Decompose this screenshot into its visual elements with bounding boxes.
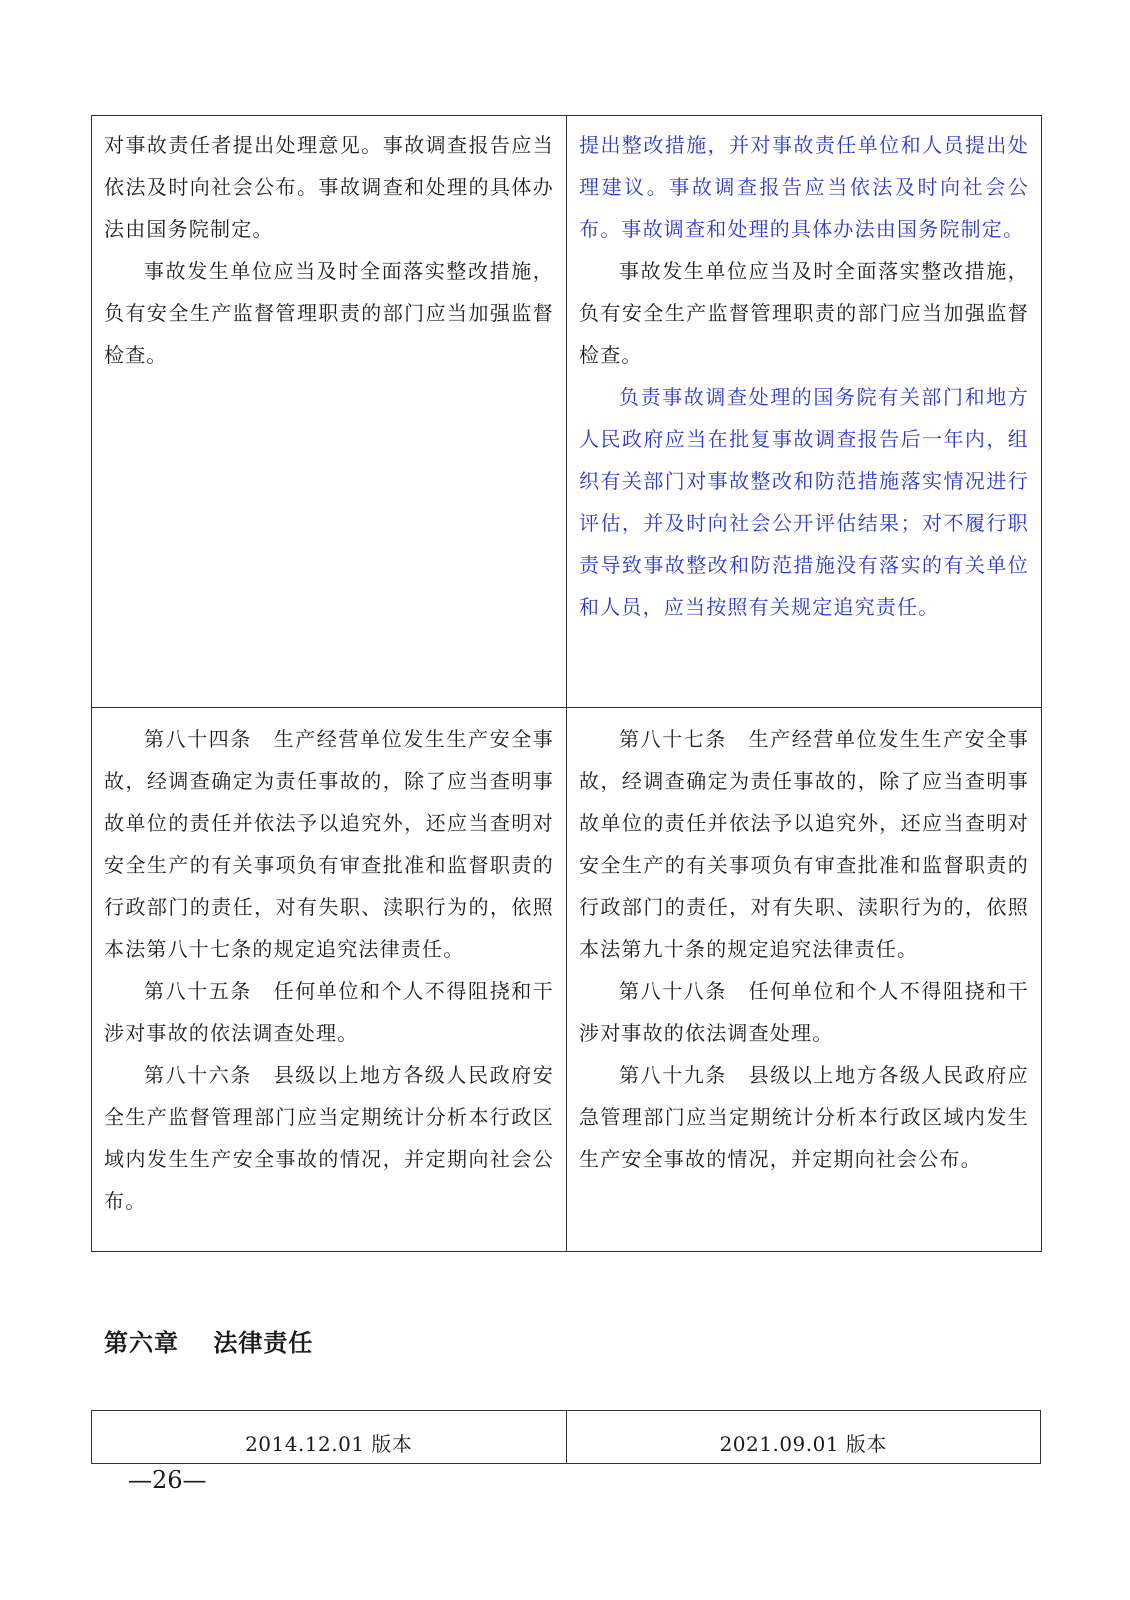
version-header-row bbox=[92, 1411, 1041, 1464]
comparison-row bbox=[92, 708, 1042, 1252]
old-version-cell bbox=[92, 708, 567, 1252]
new-version-cell bbox=[567, 116, 1042, 708]
new-article-89: 第八十九条 县级以上地方各级人民政府应急管理部门应当定期统计分析本行政区域内发生生产安全事故的情况，并定期向社会公布。 bbox=[579, 1063, 1029, 1171]
new-article-88: 第八十八条 任何单位和个人不得阻挠和干涉对事故的依法调查处理。 bbox=[579, 979, 1029, 1045]
old-article-84: 第八十四条 生产经营单位发生生产安全事故，经调查确定为责任事故的，除了应当查明事故单位的责任并依法予以追究外，还应当查明对安全生产的有关事项负有审查批准和监督职责的行政部门的责任，对有失职、渎职行为的，依照本法第八十七条的规定追究法律责任。 bbox=[104, 727, 554, 961]
comparison-row bbox=[92, 116, 1042, 708]
comparison-table bbox=[91, 115, 1042, 1252]
new-version-label: 2021.09.01 版本 bbox=[719, 1432, 887, 1456]
new-paragraph-changed: 提出整改措施，并对事故责任单位和人员提出处理建议。事故调查报告应当依法及时向社会公布。事故调查和处理的具体办法由国务院制定。 bbox=[579, 133, 1029, 241]
version-header-table bbox=[91, 1410, 1041, 1464]
old-paragraph: 对事故责任者提出处理意见。事故调查报告应当依法及时向社会公布。事故调查和处理的具体办法由国务院制定。 bbox=[104, 133, 554, 241]
old-version-cell bbox=[92, 116, 567, 708]
old-article-85: 第八十五条 任何单位和个人不得阻挠和干涉对事故的依法调查处理。 bbox=[104, 979, 554, 1045]
old-paragraph: 事故发生单位应当及时全面落实整改措施，负有安全生产监督管理职责的部门应当加强监督检查。 bbox=[104, 259, 554, 367]
page-number: —26— bbox=[128, 1466, 207, 1494]
new-paragraph-changed: 负责事故调查处理的国务院有关部门和地方人民政府应当在批复事故调查报告后一年内，组织有关部门对事故整改和防范措施落实情况进行评估，并及时向社会公开评估结果；对不履行职责导致事故整改和防范措施没有落实的有关单位和人员，应当按照有关规定追究责任。 bbox=[579, 385, 1029, 619]
new-version-cell bbox=[567, 708, 1042, 1252]
new-article-87: 第八十七条 生产经营单位发生生产安全事故，经调查确定为责任事故的，除了应当查明事故单位的责任并依法予以追究外，还应当查明对安全生产的有关事项负有审查批准和监督职责的行政部门的责任，对有失职、渎职行为的，依照本法第九十条的规定追究法律责任。 bbox=[579, 727, 1029, 961]
new-paragraph: 事故发生单位应当及时全面落实整改措施，负有安全生产监督管理职责的部门应当加强监督检查。 bbox=[579, 259, 1029, 367]
old-version-header bbox=[92, 1411, 567, 1464]
new-version-header bbox=[566, 1411, 1041, 1464]
old-article-86: 第八十六条 县级以上地方各级人民政府安全生产监督管理部门应当定期统计分析本行政区域内发生生产安全事故的情况，并定期向社会公布。 bbox=[104, 1063, 554, 1213]
old-version-label: 2014.12.01 版本 bbox=[245, 1432, 413, 1456]
chapter-title: 第六章 法律责任 bbox=[104, 1329, 314, 1357]
